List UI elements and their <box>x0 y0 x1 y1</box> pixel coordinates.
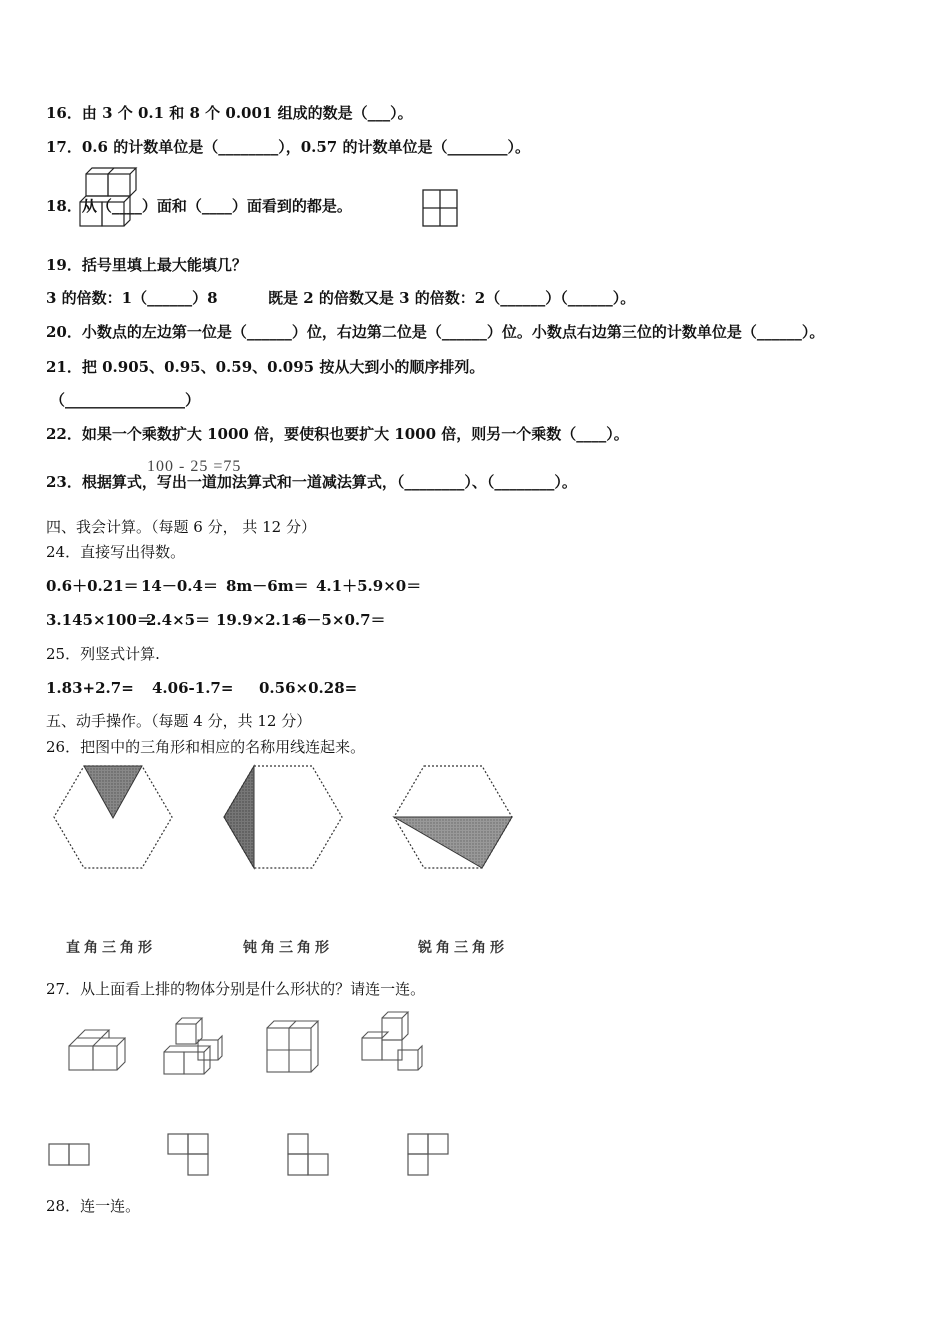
question-21: 21．把 0.905、0.95、0.59、0.095 按从大到小的顺序排列。 <box>46 358 485 376</box>
question-19-part-a: 3 的倍数：1（______）8 <box>46 289 218 307</box>
section-4-heading: 四、我会计算。（每题 6 分， 共 12 分） <box>46 518 316 536</box>
q24-item-2: 14－0.4＝ <box>141 577 218 595</box>
q18-suffix: 。 <box>336 197 352 215</box>
q24-item-6: 2.4×5＝ <box>146 611 211 629</box>
q24-item-8: 6－5×0.7＝ <box>296 611 386 629</box>
question-26: 26．把图中的三角形和相应的名称用线连起来。 <box>46 738 366 756</box>
question-17: 17．0.6 的计数单位是（________），0.57 的计数单位是（________）。 <box>46 138 530 156</box>
question-19: 19．括号里填上最大能填几？ <box>46 256 247 274</box>
question-19-part-b: 既是 2 的倍数又是 3 的倍数：2（______）（______）。 <box>268 289 636 307</box>
top-view-two-squares <box>48 1143 92 1167</box>
question-23 <box>46 473 577 491</box>
q24-item-5: 3.145×100＝ <box>46 611 152 629</box>
question-24: 24．直接写出得数。 <box>46 543 186 561</box>
q24-item-4: 4.1＋5.9×0＝ <box>316 577 422 595</box>
q25-item-2: 4.06-1.7= <box>152 679 234 697</box>
q23-suffix: ，写出一道加法算式和一道减法算式，（________）、（________）。 <box>141 473 577 491</box>
object-3-cubes <box>264 1018 320 1076</box>
label-obtuse-triangle: 钝角三角形 <box>243 940 333 956</box>
q24-item-1: 0.6＋0.21＝ <box>46 577 139 595</box>
hexagon-obtuse-triangle-figure <box>218 762 348 872</box>
label-right-triangle: 直角三角形 <box>66 940 156 956</box>
question-28: 28．连一连。 <box>46 1197 141 1215</box>
q23-prefix: 23．根据算式 <box>46 473 142 491</box>
top-view-l-shape-right <box>167 1133 211 1177</box>
question-22: 22．如果一个乘数扩大 1000 倍，要使积也要扩大 1000 倍，则另一个乘数（____）。 <box>46 425 629 443</box>
object-1-cubes <box>66 1026 126 1076</box>
section-5-heading: 五、动手操作。（每题 4 分，共 12 分） <box>46 712 312 730</box>
hexagon-acute-triangle-figure <box>388 762 518 872</box>
q18-text: 从（____）面和（____）面看到的都是 <box>81 197 337 215</box>
top-view-l-shape-top <box>407 1133 451 1177</box>
question-25: 25．列竖式计算. <box>46 645 160 663</box>
q24-item-3: 8m－6m＝ <box>226 577 309 595</box>
label-acute-triangle: 锐角三角形 <box>418 940 508 956</box>
top-view-l-shape <box>287 1133 331 1177</box>
q23-formula: 100 - 25 =75 <box>147 458 242 475</box>
question-16: 16．由 3 个 0.1 和 8 个 0.001 组成的数是（___）。 <box>46 104 413 122</box>
q25-item-3: 0.56×0.28= <box>259 679 358 697</box>
square-grid-view-icon <box>422 189 458 227</box>
object-2-cubes <box>160 1016 226 1078</box>
q25-item-1: 1.83+2.7= <box>46 679 134 697</box>
q18-number: 18． <box>46 197 82 215</box>
cube-stack-figure <box>78 164 138 230</box>
question-20: 20．小数点的左边第一位是（______）位，右边第二位是（______）位。小数点右边第三位的计数单位是（______）。 <box>46 323 825 341</box>
question-27: 27．从上面看上排的物体分别是什么形状的？请连一连。 <box>46 980 426 998</box>
hexagon-right-triangle-figure <box>48 762 178 872</box>
q24-item-7: 19.9×2.1≈ <box>216 611 304 629</box>
question-21-blank: （________________） <box>50 391 201 409</box>
object-4-cubes <box>358 1010 424 1076</box>
